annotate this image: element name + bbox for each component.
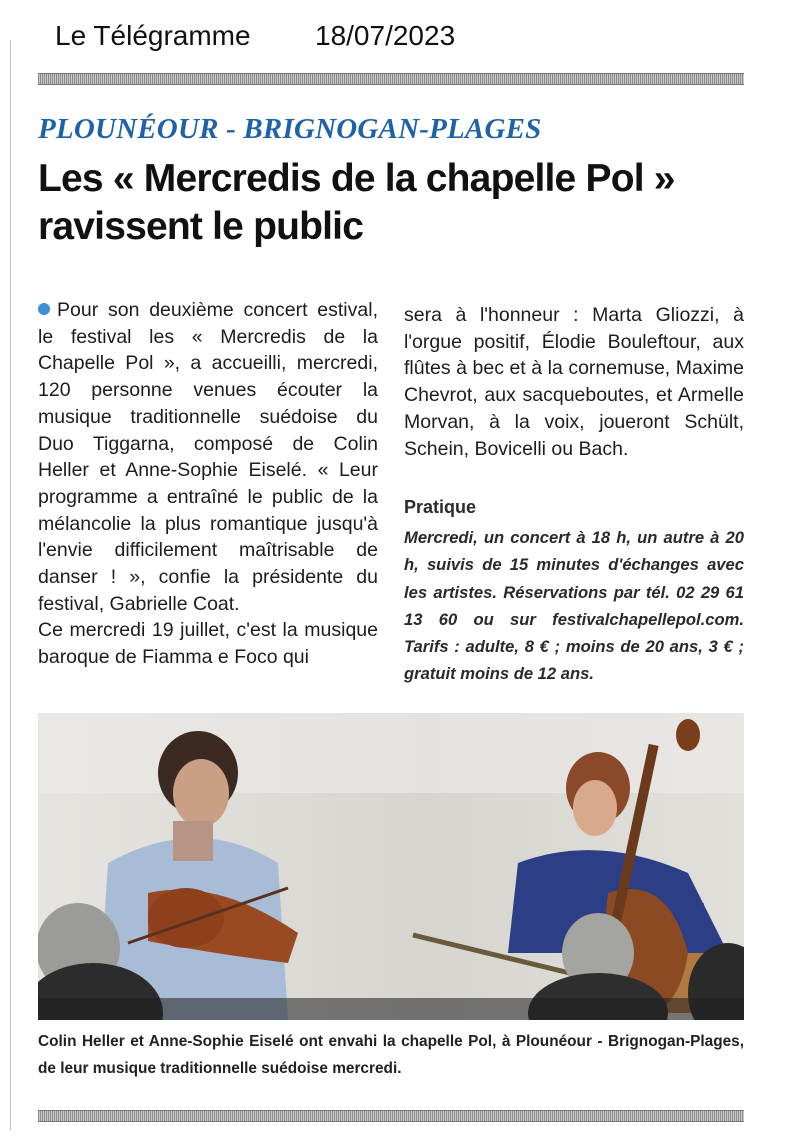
top-rule bbox=[38, 73, 744, 85]
bottom-rule bbox=[38, 1110, 744, 1122]
pratique-text: Mercredi, un concert à 18 h, un autre à 20 h, suivis de 15 minutes d'échanges avec les artistes. Réservations par tél. 02 29 61 13 60 ou sur festivalchapellepol.com. Tarifs : adulte, 8 € ; moins de 20 ans, 3 € ; gratuit moins de 12 ans. bbox=[404, 528, 744, 684]
caption-text: Colin Heller et Anne-Sophie Eiselé ont envahi la chapelle Pol, à Plounéour - Brignogan-Plages, de leur musique traditionnelle suédoise mercredi. bbox=[38, 1033, 744, 1077]
article-kicker: PLOUNÉOUR - BRIGNOGAN-PLAGES bbox=[38, 113, 542, 145]
publication-name: Le Télégramme bbox=[55, 20, 251, 51]
concert-photo bbox=[38, 713, 744, 1020]
photo-caption bbox=[38, 1028, 744, 1082]
bullet-icon bbox=[38, 303, 50, 315]
headline-line-2: ravissent le public bbox=[38, 205, 364, 248]
publication-date: 18/07/2023 bbox=[315, 20, 456, 51]
body-paragraph-2: Ce mercredi 19 juillet, c'est la musique baroque de Fiamma e Foco qui bbox=[38, 619, 378, 669]
headline-line-1: Les « Mercredis de la chapelle Pol » bbox=[38, 157, 675, 200]
body-paragraph-1-text: Pour son deuxième concert estival, le festival les « Mercredis de la Chapelle Pol », a accueilli, mercredi, 120 personne venues écouter la musique traditionnelle suédoise du Duo Tiggarna, composé de Colin Heller et Anne-Sophie Eiselé. « Leur programme a entraîné le public de la mélancolie la plus romantique jusqu'à l'envie difficilement maîtrisable de danser ! », confie la présidente du festival, Gabrielle Coat. bbox=[38, 299, 378, 615]
source-header bbox=[55, 20, 456, 52]
page-edge-line bbox=[10, 40, 11, 1130]
article-column-2 bbox=[404, 302, 744, 462]
pratique-box bbox=[404, 524, 744, 688]
body-paragraph-3: sera à l'honneur : Marta Gliozzi, à l'orgue positif, Élodie Bouleftour, aux flûtes à bec et à la cornemuse, Maxime Chevrot, aux sacqueboutes, et Armelle Morvan, à la voix, joueront Schült, Schein, Bovicelli ou Bach. bbox=[404, 304, 744, 460]
body-paragraph-1 bbox=[38, 297, 378, 617]
article-headline bbox=[38, 155, 758, 251]
concert-photo-illustration bbox=[38, 713, 744, 1020]
article-column-1 bbox=[38, 297, 378, 671]
pratique-heading: Pratique bbox=[404, 497, 477, 517]
